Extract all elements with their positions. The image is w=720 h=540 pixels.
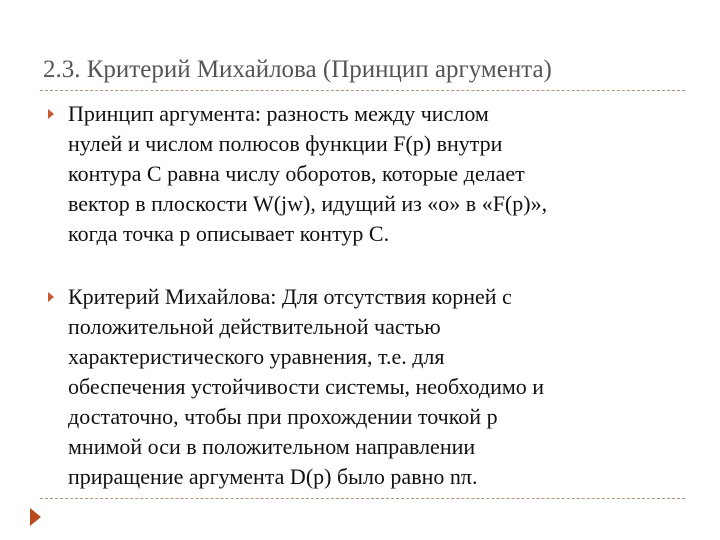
bullet-line: обеспечения устойчивости системы, необходимо и [68,374,545,399]
bullet-item-mikhailov-criterion [68,282,698,492]
bullet-line: достаточно, чтобы при прохождении точкой р [68,404,498,429]
title-divider [40,90,685,91]
bullet-line: Принцип аргумента: разность между числом [68,101,489,126]
bullet-line: контура С равна числу оборотов, которые делает [68,161,525,186]
bullet-line: приращение аргумента D(p) было равно nπ. [68,464,478,489]
triangle-right-icon [48,109,54,119]
triangle-right-icon [48,292,54,302]
bullet-line: положительной действительной частью [68,314,441,339]
bullet-line: Критерий Михайлова: Для отсутствия корней с [68,284,512,309]
bullet-line: нулей и числом полюсов функции F(p) внутри [68,131,503,156]
bullet-line: мнимой оси в положительном направлении [68,434,476,459]
slide-title: 2.3. Критерий Михайлова (Принцип аргумента) [43,56,552,83]
bullet-line: характеристического уравнения, т.е. для [68,344,445,369]
next-slide-arrow-icon[interactable] [30,508,41,526]
bullet-item-argument-principle [68,99,698,249]
footer-divider [40,498,685,499]
bullet-line: вектор в плоскости W(jw), идущий из «о» в «F(p)», [68,191,548,216]
bullet-line: когда точка р описывает контур С. [68,221,390,246]
